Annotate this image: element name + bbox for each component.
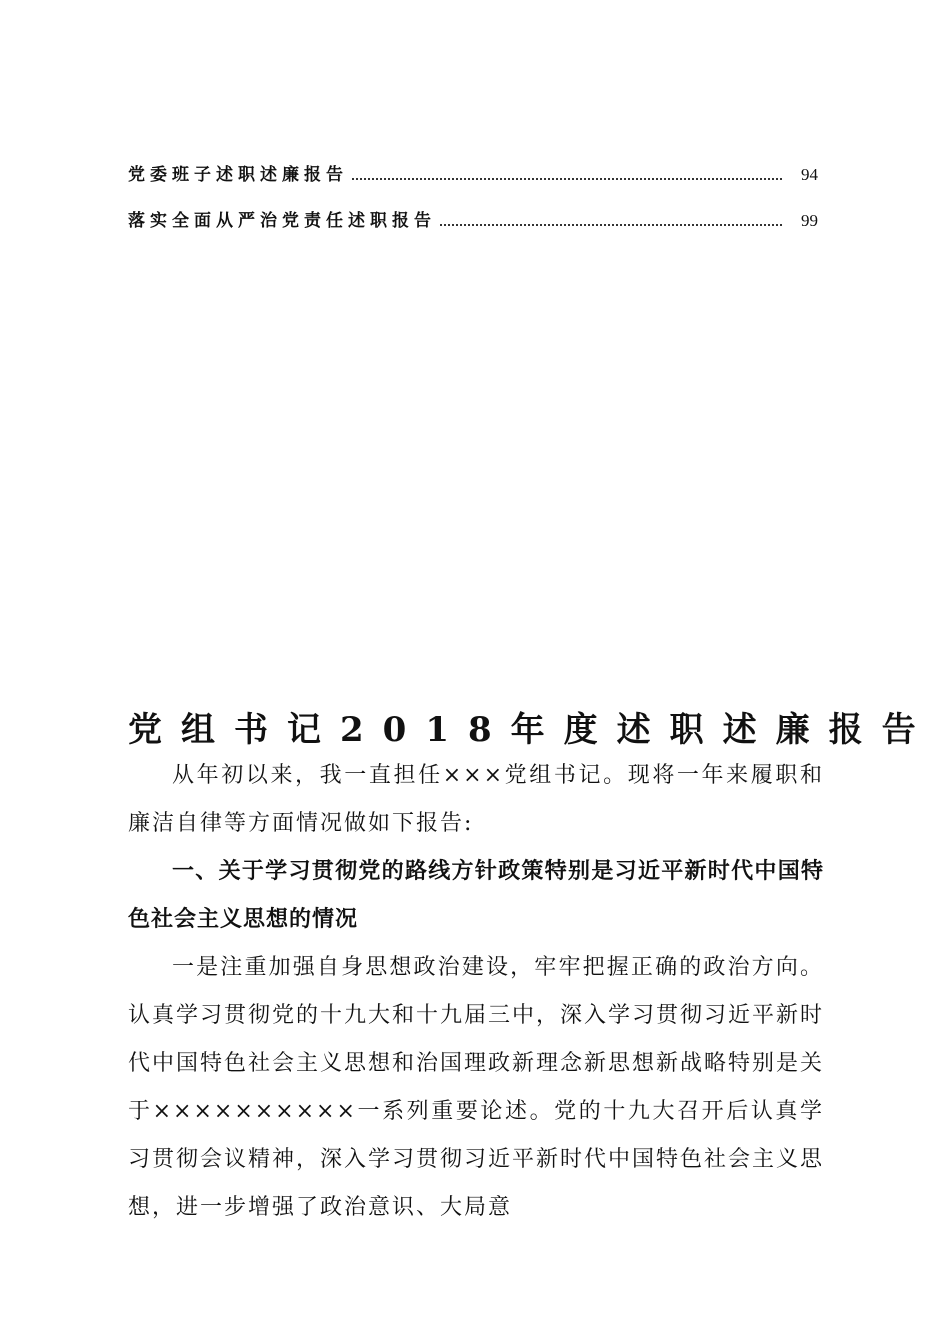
toc-entry-page: 99 [801,211,818,230]
table-of-contents [128,160,818,252]
toc-leader-dots [352,164,782,180]
section-heading: 一、关于学习贯彻党的路线方针政策特别是习近平新时代中国特色社会主义思想的情况 [128,859,824,932]
toc-leader-dots [440,210,782,226]
toc-entry[interactable] [128,206,818,238]
document-body [128,752,824,1232]
body-paragraph: 一是注重加强自身思想政治建设，牢牢把握正确的政治方向。认真学习贯彻党的十九大和十九届三中，深入学习贯彻习近平新时代中国特色社会主义思想和治国理政新理念新思想新战略特别是关于××××××××××一系列重要论述。党的十九大召开后认真学习贯彻会议精神，深入学习贯彻习近平新时代中国特色社会主义思想，进一步增强了政治意识、大局意 [128,955,825,1220]
toc-entry-page: 94 [801,165,818,184]
intro-paragraph: 从年初以来，我一直担任×××党组书记。现将一年来履职和廉洁自律等方面情况做如下报告: [128,763,824,836]
toc-entry-title[interactable]: 落实全面从严治党责任述职报告 [128,211,436,231]
toc-entry[interactable] [128,160,818,192]
document-title: 党组书记2018年度述职述廉报告 [128,710,935,750]
toc-entry-title[interactable]: 党委班子述职述廉报告 [128,165,348,185]
